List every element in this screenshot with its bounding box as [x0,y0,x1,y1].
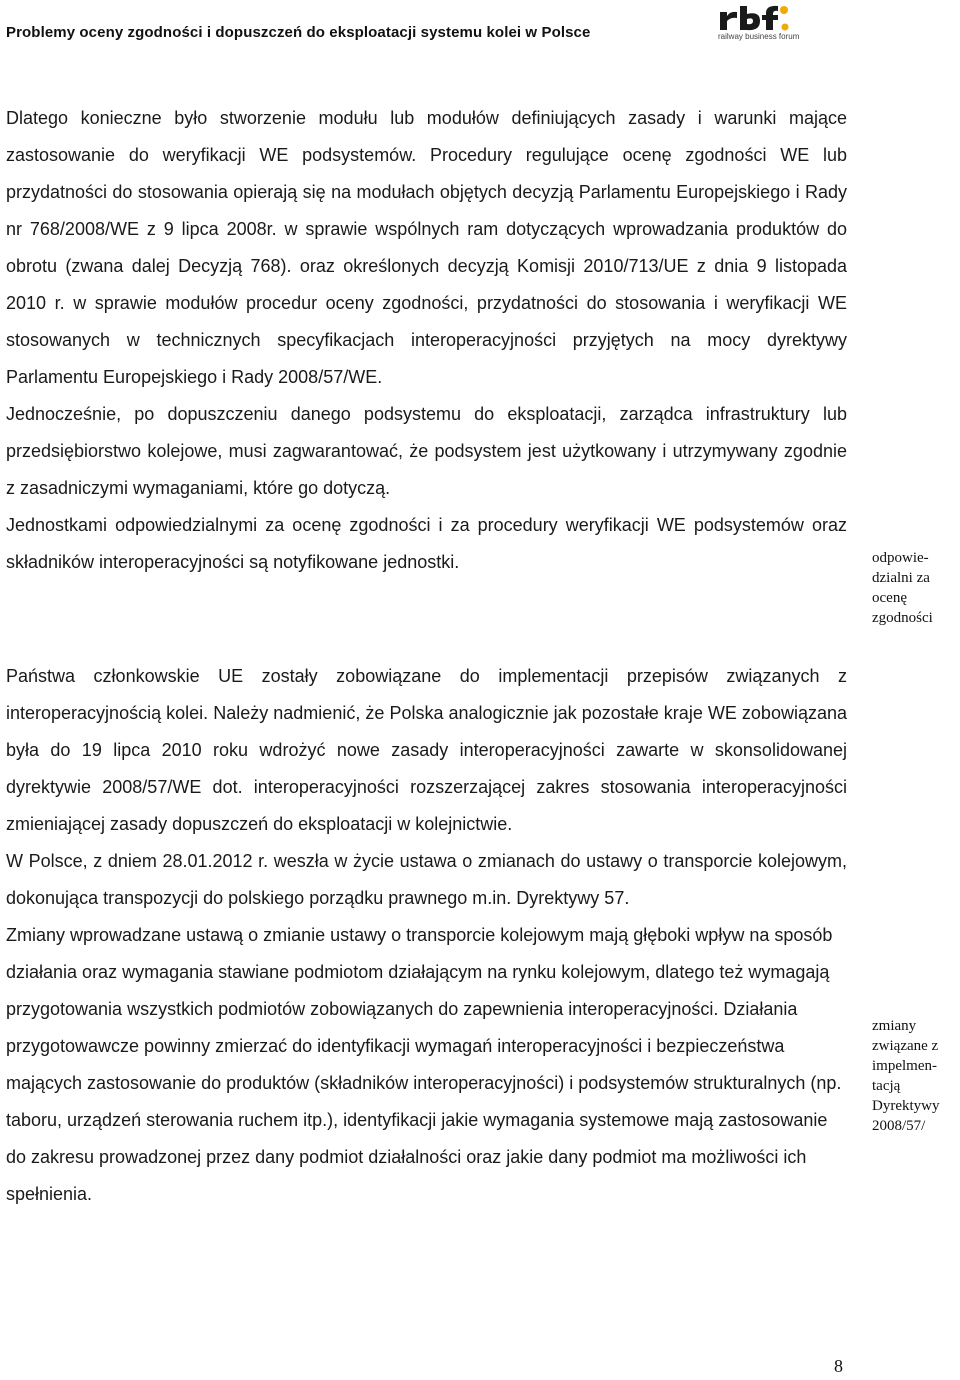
paragraph-changes: Zmiany wprowadzane ustawą o zmianie ustawy o transporcie kolejowym mają głęboki wpływ na sposób działania oraz wymagania stawiane podmiotom działającym na rynku kolejowym, dlatego też wymagają przygotowania wszystkich podmiotów zobowiązanych do zapewnienia interoperacyjności. Działania przygotowawcze powinny zmierzać do identyfikacji wymagań interoperacyjności i bezpieczeństwa mających zastosowanie do produktów (składników interoperacyjności) i podsystemów strukturalnych (np. taboru, urządzeń sterowania ruchem itp.), identyfikacji jakie wymagania systemowe mają zastosowanie do zakresu prowadzonej przez dany podmiot działalności oraz jakie dany podmiot ma możliwości ich spełnienia. [6,925,842,1204]
logo-subtitle: railway business forum [718,32,800,41]
margin-note-directive: zmiany związane z impelmen- tacją Dyrektywy 2008/57/ [872,1018,940,1134]
page-number: 8 [834,1356,843,1376]
paragraph-poland-law: W Polsce, z dniem 28.01.2012 r. weszła w życie ustawa o zmianach do ustawy o transporcie kolejowym, dokonująca transpozycji do polskiego porządku prawnego m.in. Dyrektywy 57. [6,851,847,908]
margin-note-responsible: odpowie- dzialni za ocenę zgodności [872,550,933,626]
rbf-logo-mark [718,4,798,32]
paragraph-maintenance: Jednocześnie, po dopuszczeniu danego podsystemu do eksploatacji, zarządca infrastruktury lub przedsiębiorstwo kolejowe, musi zagwarantować, że podsystem jest użytkowany i utrzymywany zgodnie z zasadniczymi wymaganiami, które go dotyczą. [6,404,847,498]
header-title: Problemy oceny zgodności i dopuszczeń do eksploatacji systemu kolei w Polsce [6,24,591,41]
section-implementation [6,658,847,1213]
section-conformity-assessment [6,100,847,581]
paragraph-member-states: Państwa członkowskie UE zostały zobowiązane do implementacji przepisów związanych z interoperacyjnością kolei. Należy nadmienić, że Polska analogicznie jak pozostałe kraje WE zobowiązana była do 19 lipca 2010 roku wdrożyć nowe zasady interoperacyjności zawarte w skonsolidowanej dyrektywie 2008/57/WE dot. interoperacyjności rozszerzającej zakres stosowania interoperacyjności zmieniającej zasady dopuszczeń do eksploatacji w kolejnictwie. [6,666,847,834]
paragraph-modules: Dlatego konieczne było stworzenie modułu lub modułów definiujących zasady i warunki mające zastosowanie do weryfikacji WE podsystemów. Procedury regulujące ocenę zgodności WE lub przydatności do stosowania opierają się na modułach objętych decyzją Parlamentu Europejskiego i Rady nr 768/2008/WE z 9 lipca 2008r. w sprawie wspólnych ram dotyczących wprowadzania produktów do obrotu (zwana dalej Decyzją 768). oraz określonych decyzją Komisji 2010/713/UE z dnia 9 listopada 2010 r. w sprawie modułów procedur oceny zgodności, przydatności do stosowania i weryfikacji WE stosowanych w technicznych specyfikacjach interoperacyjności przyjętych na mocy dyrektywy Parlamentu Europejskiego i Rady 2008/57/WE. [6,108,847,387]
rbf-logo [718,4,808,40]
paragraph-notified-bodies: Jednostkami odpowiedzialnymi za ocenę zgodności i za procedury weryfikacji WE podsystemów oraz składników interoperacyjności są notyfikowane jednostki. [6,515,847,572]
page-header [0,0,960,60]
